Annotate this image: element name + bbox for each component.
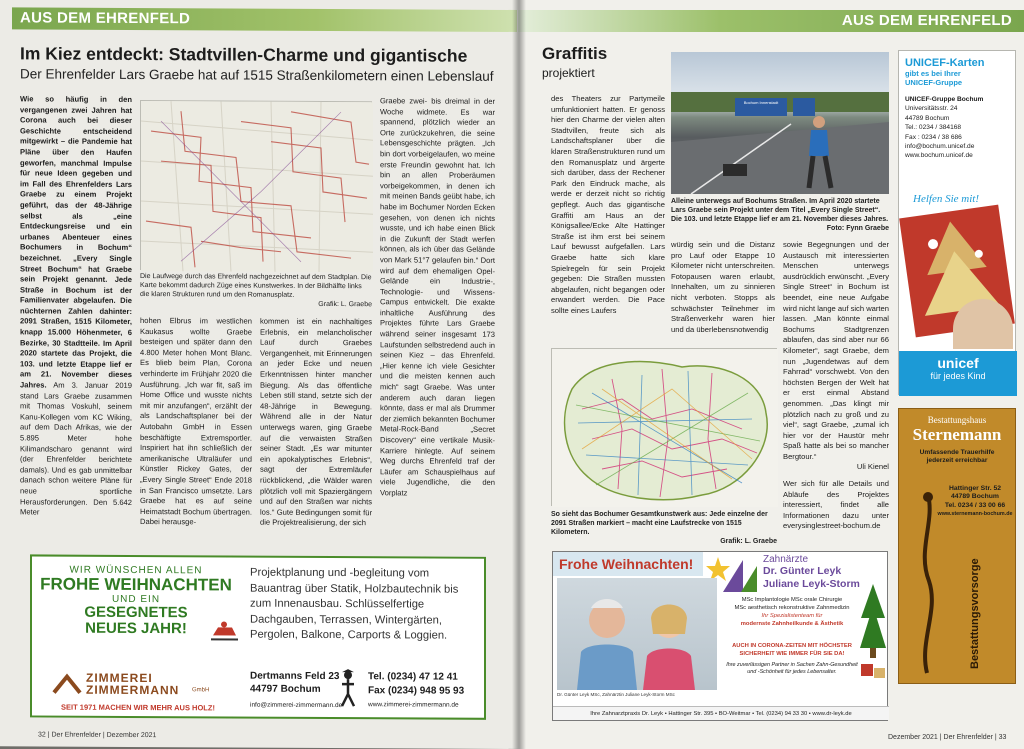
route-map-graphic — [141, 101, 373, 272]
article-column-2: würdig sein und die Distanz pro Lauf oder Etappe 10 Kilometer nicht unterschreiten. Fotopausen waren erlaubt, Innehalten, um zu sinnieren nicht verboten. Stopps als schwächster Teilnehmer im Straßenverkehr waren hier und da überlebensnotwendig — [671, 240, 775, 334]
unicef-box — [898, 50, 1016, 395]
article-column-3: sowie Begegnungen und der Austausch mit interessierten Menschen unterwegs ausdrücklich erwünscht. „Every Single Street“ in Bochum ist beendet, eine neue Aufgabe wird nicht lange auf sich warten lassen. „Man könnte einmal Bochums Stadtgrenzen ablaufen, das sind aber nur 66 Kilometer“, sagt Graebe, dem nun „Jugendetwas auf dem Fahrrad“ vorschwebt. Von den höchsten Bergen der Welt hat er erst einmal Abstand genommen. „Das klingt mir plötzlich nach zu groß und zu viel“, sagt Graebe, „zumal ich hier vor der Haustür mehr Spaß hatte als bei so mancher Bergtour.“ Uli Kienel Wer sich für alle Details und Abläufe des Projektes interessiert, findet alle Informationen dazu unter everysinglestreet-bochum.de — [783, 240, 889, 531]
more-info: Wer sich für alle Details und Abläufe des Projektes interessiert, findet alle Informationen dazu unter everysinglestreet-bochum.de — [783, 479, 889, 531]
dental-label: Zahnärzte — [763, 554, 809, 565]
dental-footer: Ihre Zahnarztpraxis Dr. Leyk • Hattinger Str. 395 • BO-Weitmar • Tel. (0234) 94 33 30 • www.dr-leyk.de — [553, 706, 889, 720]
helfen-text: Helfen Sie mit! — [913, 193, 979, 205]
photo-credit: Foto: Fynn Graebe — [826, 225, 889, 232]
dental-specialties: MSc Implantologie MSc orale Chirurgie MSc aesthetisch rekonstruktive Zahnmedizin Ihr Spezialistenteam für modernste Zahnheilkunde & Ästhetik — [734, 597, 850, 627]
doctor-name-1: Dr. Günter Leyk — [763, 565, 842, 577]
unicef-logo-block — [899, 351, 1017, 396]
dancer-figure-icon — [913, 491, 933, 675]
ad-services: Projektplanung und -begleitung vom Bauantrag über Statik, Holzbautechnik bis zum Innenausbau. Schlüsselfertige Dachgauben, Terrassen, Wintergärten, Pergolen, Balkone, Carports & Loggien. — [250, 566, 459, 642]
corona-notice: AUCH IN CORONA-ZEITEN MIT HÖCHSTER SICHERHEIT WIE IMMER FÜR SIE DA! — [732, 643, 852, 657]
sleigh-icon — [210, 619, 240, 643]
bestattung-name: Sternemann — [912, 425, 1002, 444]
runner-photo — [671, 52, 889, 194]
ad-contact: Tel. (0234) 47 12 41 Fax (0234) 948 95 93 www.zimmerei-zimmermann.de — [368, 671, 465, 709]
runner-photo-graphic — [671, 52, 889, 194]
right-page — [518, 0, 1024, 749]
unicef-title: UNICEF-Karten — [905, 57, 985, 69]
holiday-greeting: WIR WÜNSCHEN ALLEN FROHE WEIHNACHTEN UND EIN GESEGNETES NEUES JAHR! — [40, 564, 232, 638]
ad-slogan: SEIT 1971 MACHEN WIR MEHR AUS HOLZ! — [61, 702, 215, 713]
map-credit: Grafik: L. Graebe — [318, 300, 372, 309]
map-caption: Die Laufwege durch das Ehrenfeld nachgezeichnet auf dem Stadtplan. Die Karte bekommt dadurch Züge eines Kunstwerkes. In der Bildhälfte links die klaren Strukturen rund um den Romanusplatz. Grafik: L. Graebe — [140, 273, 372, 309]
christmas-tree-icon — [859, 578, 887, 688]
dental-logo-icon — [721, 558, 759, 594]
page-gutter — [512, 0, 526, 749]
article-column-1: des Theaters zur Partymeile umfunktioniert hatten. Er genoss hier den Charme der vielen alten Stadtvillen, freute sich als Landschaftsplaner über die klaren Straßenstrukturen rund um den Romanusplatz und ärgerte sich darüber, dass der Rechener Park den Eindruck mache, als werde er derzeit nicht so richtig gepflegt. Auch das gigantische Graffiti am Haus an der Königsallee/Ecke Alte Hattinger Straße ist ihm erst bei seinem Lauf bewusst aufgefallen. Lars Graebe hatte sich klare Spielregeln für sein Projekt gegeben: Die Straßen mussten abgelaufen, nicht begangen oder erwandert werden. Die Pace sollte eines Laufers — [551, 94, 665, 315]
article-column-4: Graebe zwei- bis dreimal in der Woche widmete. Es war spannend, plötzlich wieder an Orte zurückzukehren, die seine Lebensgeschichte prägten. „Ich bin dort vorbeigelaufen, wo meine erste Freundin gewohnt hat. Ich bin an allen Proberäumen vorbeigekommen, in denen ich mit meinen Bands geübt habe, ich habe im Bochumer Norden Ecken gesehen, von denen ich nichts wusste, und ich habe einen Blick in die Zukunft der Stadt werfen können, als ich über das Gelände von Mark 51°7 gelaufen bin.“ Dort wird auf dem ehemaligen Opel-Gelände ein Industrie-, Technologie- und Wissens-Campus entwickelt. Die exakte inhaltliche Ausführung des Projektes führte Lars Graebe während seiner insgesamt 173 Laufstunden selbstredend auch in seinen Kiez – das Ehrenfeld. „Hier kenne ich viele Gesichter und die meisten kennen auch mich“ sagt Graebe. Was unter anderem auch daran liegen könnte, dass er mal als Drummer der ziemlich bekannten Bochumer Metal-Rock-Band „Secret Discovery“ eine vertikale Musik-Karriere hinlegte. Auf seinem Weg durchs Ehrenfeld traf der Läufer am Schauspielhaus auf viele Jugendliche, die den Vorplatz — [380, 96, 495, 498]
dental-greeting: Frohe Weihnachten! — [559, 556, 694, 572]
ehrenfeld-route-map — [140, 100, 372, 271]
sternemann-ad — [898, 408, 1016, 684]
zimmerei-ad — [30, 554, 486, 719]
map-caption: So sieht das Bochumer Gesamtkunstwerk aus: Jede einzelne der 2091 Straßen markiert – macht eine Laufstrecke von 1515 Kilometern. Grafik: L. Graebe — [551, 511, 777, 545]
doctors-photo-caption: Dr. Günter Leyk MSc, Zahnärztin Juliane Leyk-Storm MSc — [557, 692, 675, 697]
unicef-tagline: für jedes Kind — [930, 371, 986, 381]
article-column-3: kommen ist ein nachhaltiges Erlebnis, ein melancholischer Lauf durch Graebes Vergangenheit, mit Erinnerungen an jeder Ecke und neuen Erkenntnissen hinter mancher Biegung. Als das öffentliche Leben still stand, setzte sich der 48-Jährige in Bewegung. Während alle in der Natur unterwegs waren, ging Graebe auf die verwaisten Straßen seiner Stadt. „Es war mitunter ein apokalyptisches Erlebnis“, sagt der Extremläufer rückblickend, „die Wälder waren plötzlich voll mit Spaziergängern und auf den Straßen war nichts los.“ Gute Bedingungen somit für die Projektrealisierung, der sich — [260, 316, 372, 528]
page-footer: Dezember 2021 | Der Ehrenfelder | 33 — [888, 734, 1007, 741]
article-column-2: hohen Elbrus im westlichen Kaukasus wollte Graebe besteigen und später dann den 4.800 Meter hohen Mont Blanc. Es blieb beim Plan, Corona verhinderte im Frühjahr 2020 die Ausführung. „Ich war fit, saß im Home Office und wusste nichts mit mir anzufangen“, erzählt der als Landschaftsplaner bei der Autobahn GmbH in Essen beschäftigte Extremsportler. Inspiriert hat ihn schließlich der amerikanische Ultraläufer und Künstler Rickey Gates, der „Every Single Street“ Ende 2018 in San Francisco umsetzte. Lars Graebe hat es auf seine Heimatstadt Bochum übertragen. Dabei herausge- — [140, 316, 252, 527]
bochum-map-graphic — [552, 349, 778, 507]
article-subheadline: Der Ehrenfelder Lars Graebe hat auf 1515 Straßenkilometern einen Lebenslauf — [20, 66, 494, 84]
road-sign: Bochum Innenstadt — [743, 100, 779, 105]
unicef-subtitle: gibt es bei Ihrer UNICEF-Gruppe — [905, 69, 963, 87]
article-lead: Wie so häufig in den vergangenen zwei Jahren hat Corona auch bei dieser Geschichte entscheidend mitgewirkt – die Pandemie hat Pläne über den Haufen geworfen, manchmal Impulse für neue Ideen gegeben und im Fall des Ehrenfelders Lars Graebe zu einem Projekt geführt, das der 48-Jährige selbst als „eine Entdeckungsreise und ein urbanes Abenteuer eines Bochumers in Bochum“ bezeichnet. „Every Single Street Bochum“ hat Graebe sein Projekt genannt. Jede Straße in Bochum ist der Familienvater abgelaufen. Die nüchternen Zahlen dahinter: 2091 Straßen, 1515 Kilometer, knapp 15.000 Höhenmeter, 6 Bezirke, 30 Stadtteile. Im April 2020 startete das Projekt, die 103. und letzte Etappe lief er am 21. November dieses Jahres. — [20, 94, 132, 390]
bestattung-services: Umfassende Trauerhilfe jederzeit erreichbar — [919, 449, 995, 464]
doctors-photo — [557, 578, 717, 690]
article-subheadline: projektiert — [542, 66, 595, 80]
section-header: AUS DEM EHRENFELD — [518, 10, 1024, 32]
page-footer: 32 | Der Ehrenfelder | Dezember 2021 — [38, 731, 157, 740]
photo-caption: Alleine unterwegs auf Bochums Straßen. Im April 2020 startete Lars Graebe sein Projekt unter dem Titel „Every Single Street“. Die 103. und letzte Etappe lief er am 21. November dieses Jahres. Foto: Fynn Graebe — [671, 198, 889, 232]
article-headline: Graffitis — [542, 44, 608, 63]
section-header: AUS DEM EHRENFELD — [12, 7, 517, 32]
unicef-address: UNICEF-Gruppe Bochum Universitätsstr. 24 44789 Bochum Tel.: 0234 / 384168 Fax : 0234 / 38 686 info@bochum.unicef.de www.bochum.unicef.de — [905, 96, 984, 160]
bochum-route-map — [551, 348, 777, 506]
unicef-logo: unicef — [937, 355, 979, 371]
ad-address: Dertmanns Feld 23 44797 Bochum info@zimmerei-zimmermann.de — [250, 670, 343, 710]
doctor-name-2: Juliane Leyk-Storm — [763, 578, 860, 590]
zimmerei-logo: ZIMMEREI ZIMMERMANN GmbH — [52, 671, 232, 706]
bestattung-top: Bestattungshaus — [927, 415, 987, 425]
author: Uli Kienel — [856, 462, 889, 472]
dental-partner-text: Ihre zuverlässigen Partner in Sachen Zahn-Gesundheit und -Schönheit für jedes Lebensalter. — [726, 662, 858, 675]
map-credit: Grafik: L. Graebe — [720, 538, 777, 545]
article-column-1 — [20, 94, 132, 543]
roof-icon — [52, 673, 82, 697]
bestattung-address: Hattinger Str. 52 44789 Bochum Tel. 0234 / 33 00 66 www.sternemann-bochum.de — [937, 485, 1013, 518]
carpenter-figure-icon — [334, 668, 362, 708]
bestattung-vertical: Bestattungsvorsorge — [969, 558, 981, 669]
article-body: Am 3. Januar 2019 stand Lars Graebe zusammen mit Thomas Voskuhl, seinem Kanu-Kollegen vom KC Wiking, auf dem Dach Afrikas, wie der 5.895 Meter hohe Kilimandscharo genannt wird (der Ehrenfelder berichtete damals). Und es gab unmittelbar danach schon weitere Pläne für neue sportliche Herausforderungen. Den 5.642 Meter — [20, 380, 132, 517]
article-headline: Im Kiez entdeckt: Stadtvillen-Charme und gigantische — [20, 43, 468, 66]
dental-ad — [552, 551, 888, 721]
